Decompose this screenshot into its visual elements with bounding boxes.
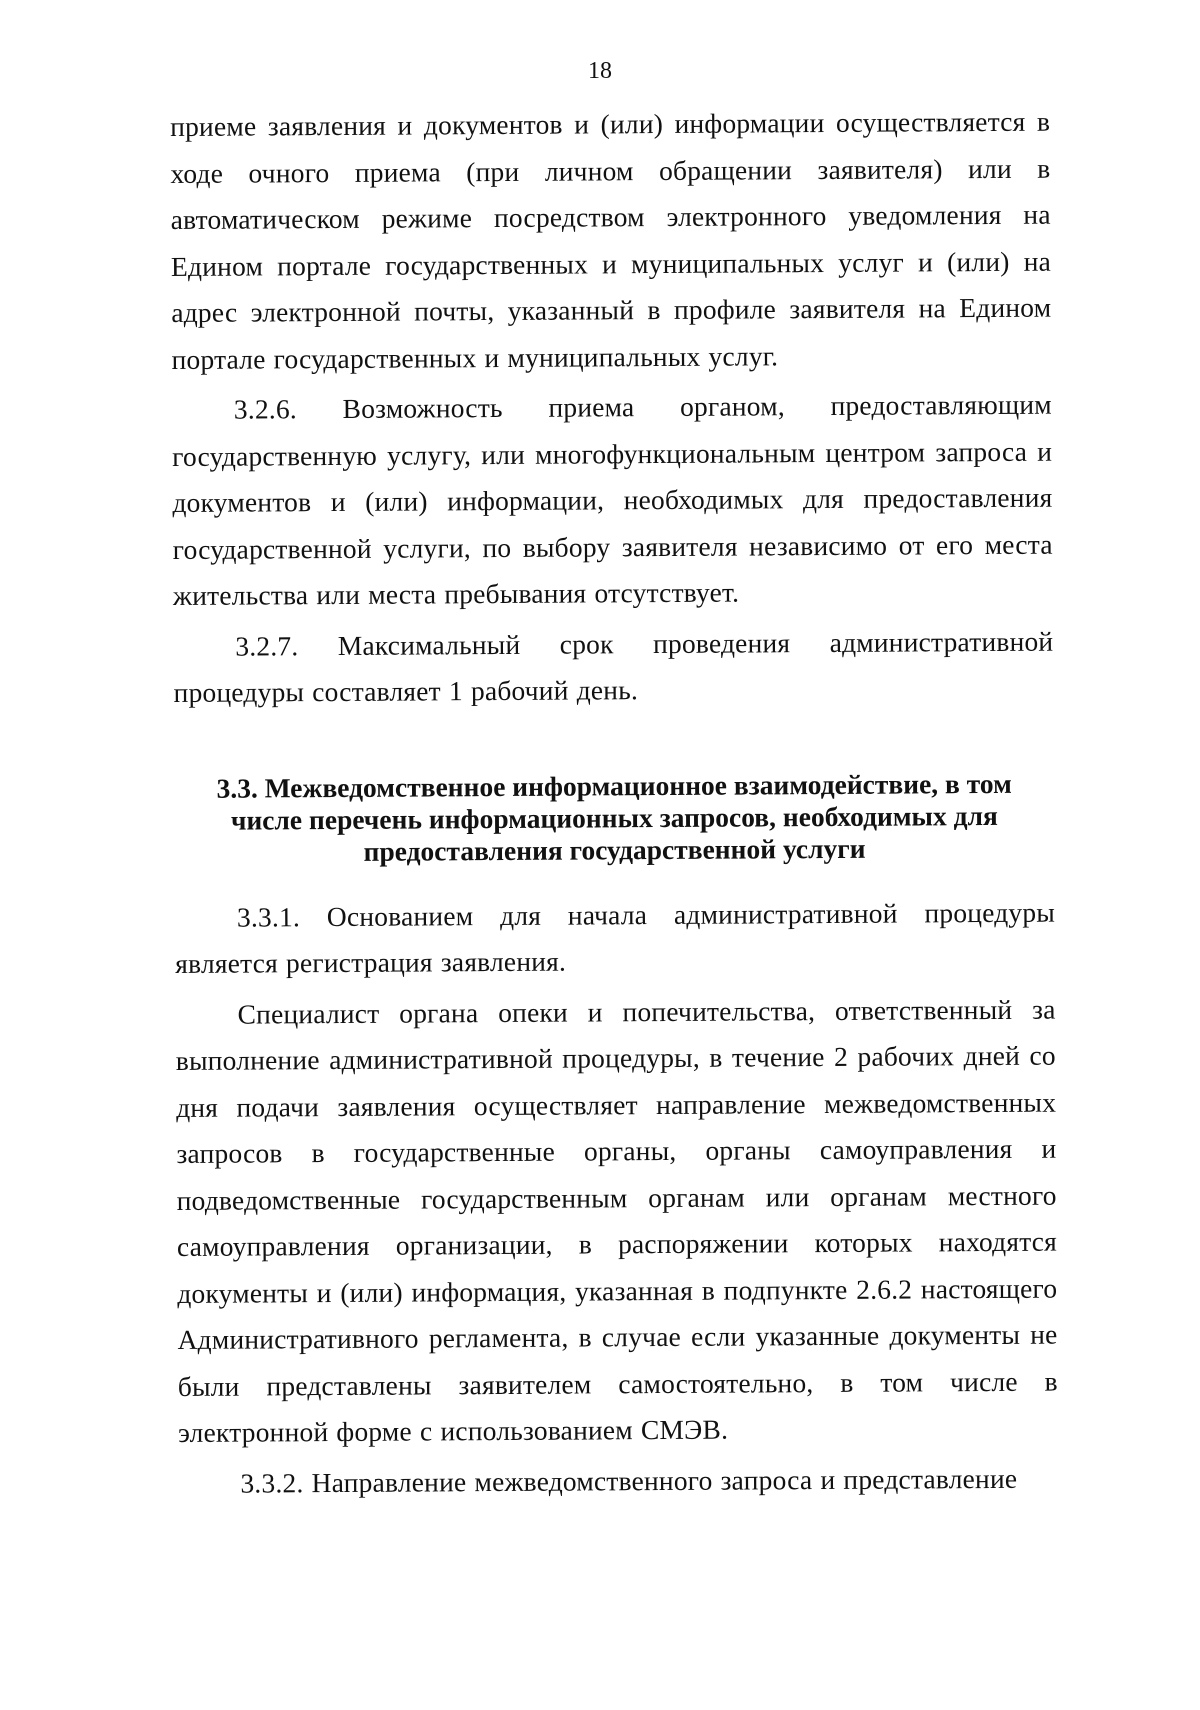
paragraph-3-2-7: 3.2.7. Максимальный срок проведения административной процедуры составляет 1 рабочий день. [173,625,1054,708]
paragraph-3-3-1: 3.3.1. Основанием для начала административной процедуры является регистрация заявления. [175,896,1056,979]
section-heading-3-3: 3.3. Межведомственное информационное взаимодействие, в том числе перечень информационных запросов, необходимых для предоставления государственной услуги [216,767,1012,867]
paragraph-specialist: Специалист органа опеки и попечительства, ответственный за выполнение административной процедуры, в течение 2 рабочих дней со дня подачи заявления осуществляет направление межведомственных запросов в государственные органы, органы самоуправления и подведомственные государственным органам или органам местного самоуправления организации, в распоряжении которых находятся документы и (или) информация, указанная в подпункте 2.6.2 настоящего Административного регламента, в случае если указанные документы не были представлены заявителем самостоятельно, в том числе в электронной форме с использованием СМЭВ. [175,993,1058,1448]
page-body [170,99,1059,1507]
page-number: 18 [588,58,612,84]
paragraph-3-2-6: 3.2.6. Возможность приема органом, предоставляющим государственную услугу, или многофункциональным центром запроса и документов и (или) информации, необходимых для предоставления государственной услуги, по выбору заявителя независимо от его места жительства или места пребывания отсутствует. [172,388,1053,611]
paragraph-3-3-2: 3.3.2. Направление межведомственного запроса и представление [240,1462,1018,1499]
paragraph-continuation: приеме заявления и документов и (или) информации осуществляется в ходе очного приема (при личном обращении заявителя) или в автоматическом режиме посредством электронного уведомления на Едином портале государственных и муниципальных услуг и (или) на адрес электронной почты, указанный в профиле заявителя на Едином портале государственных и муниципальных услуг. [170,105,1052,375]
